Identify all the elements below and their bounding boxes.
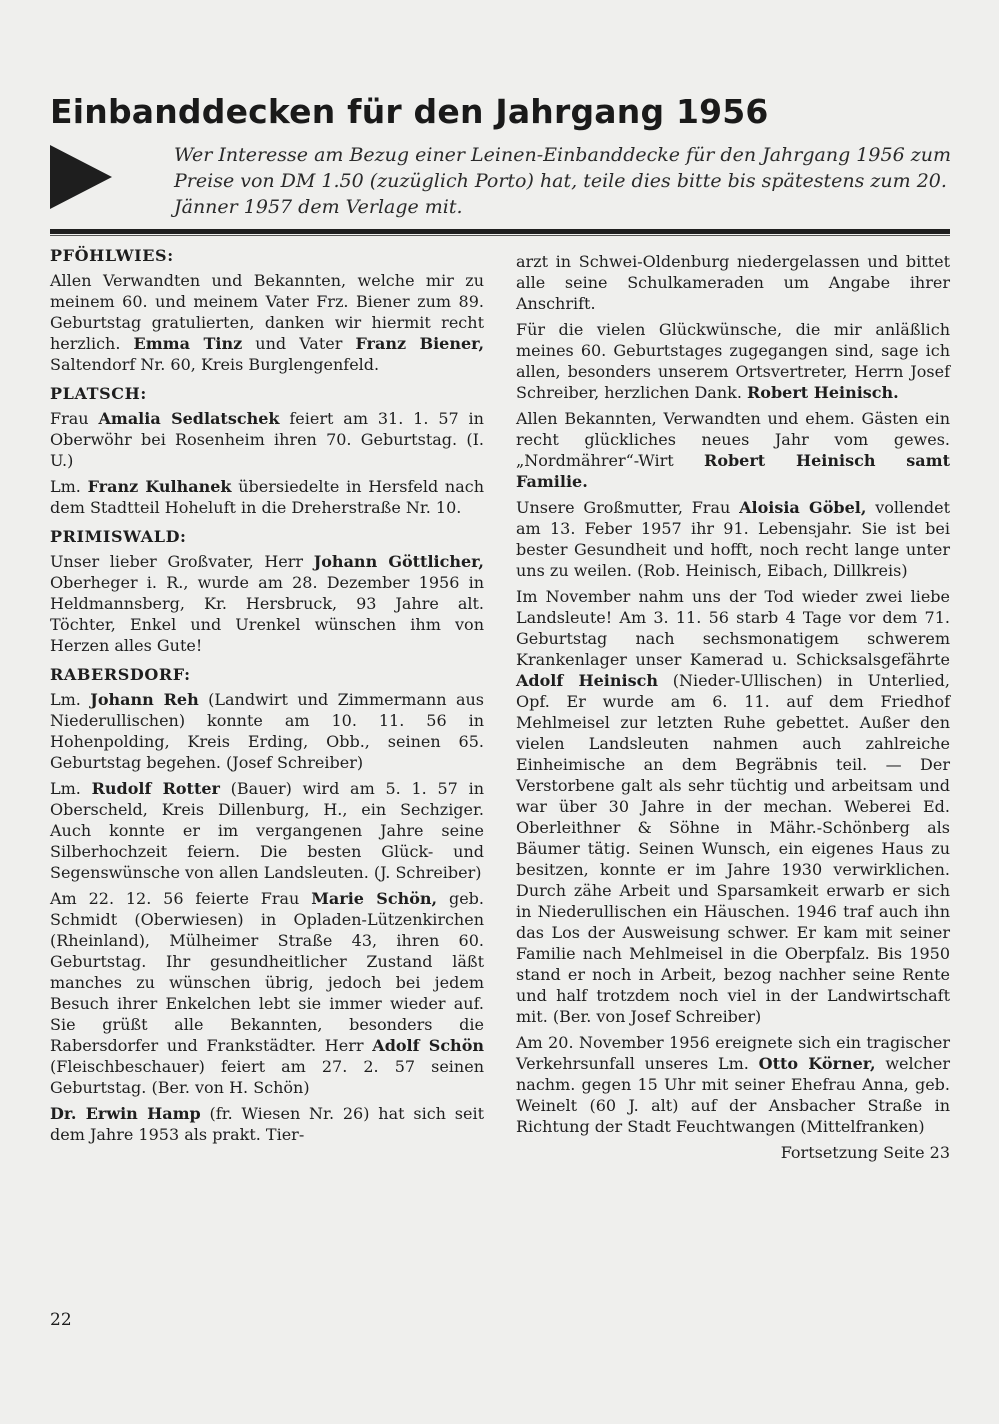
section-heading-primiswald: PRIMISWALD:	[50, 527, 187, 546]
article-paragraph: Frau Amalia Sedlatschek feiert am 31. 1. 57 in Oberwöhr bei Rosenheim ihren 70. Geburtstag. (I. U.)	[50, 409, 484, 470]
article-paragraph: Für die vielen Glückwünsche, die mir anläßlich meines 60. Geburtstages zugegangen sind, sage ich allen, besonders unserem Ortsvertreter, Herrn Josef Schreiber, herzlichen Dank. Robert Heinisch.	[516, 320, 950, 402]
article-paragraph: arzt in Schwei-Oldenburg niedergelassen und bittet alle seine Schulkameraden um Angabe ihrer Anschrift.	[516, 252, 950, 313]
right-column	[516, 251, 950, 1168]
section-heading-platsch: PLATSCH:	[50, 384, 147, 403]
article-paragraph: Lm. Franz Kulhanek übersiedelte in Hersfeld nach dem Stadtteil Hoheluft in die Dreherstraße Nr. 10.	[50, 477, 485, 517]
section-heading-pfoehlwies: PFÖHLWIES:	[50, 246, 174, 265]
divider-thin	[50, 235, 950, 236]
article-paragraph: Lm. Rudolf Rotter (Bauer) wird am 5. 1. 57 in Oberscheld, Kreis Dillenburg, H., ein Sechziger. Auch konnte er im vergangenen Jahre seine Silberhochzeit feiern. Die besten Glück- und Segenswünsche von allen Landsleuten. (J. Schreiber)	[50, 779, 485, 882]
article-paragraph: Unser lieber Großvater, Herr Johann Göttlicher, Oberheger i. R., wurde am 28. Dezember 1956 in Heldmannsberg, Kr. Hersbruck, 93 Jahre alt. Töchter, Enkel und Urenkel wünschen ihm von Herzen alles Gute!	[50, 552, 484, 655]
article-paragraph: Im November nahm uns der Tod wieder zwei liebe Landsleute! Am 3. 11. 56 starb 4 Tage vor dem 71. Geburtstag nach sechsmonatigem schwerem Krankenlager unser Kamerad u. Schicksalsgefährte Adolf Heinisch (Nieder-Ullischen) in Unterlied, Opf. Er wurde am 6. 11. auf dem Friedhof Mehlmeisel zur letzten Ruhe gebettet. Außer den vielen Landsleuten nahmen auch zahlreiche Einheimische an dem Begräbnis teil. — Der Verstorbene galt als sehr tüchtig und arbeitsam und war über 30 Jahre in der mechan. Weberei Ed. Oberleithner & Söhne in Mähr.-Schönberg als Bäumer tätig. Seinen Wunsch, ein eigenes Haus zu besitzen, konnte er im Jahre 1930 verwirklichen. Durch zähe Arbeit und Sparsamkeit erwarb er sich in Niederullischen ein Häuschen. 1946 traf auch ihn das Los der Ausweisung schwer. Er kam mit seiner Familie nach Mehlmeisel in die Oberpfalz. Bis 1950 stand er noch in Arbeit, bezog nachher seine Rente und half trotzdem noch viel in der Landwirtschaft mit. (Ber. von Josef Schreiber)	[516, 587, 950, 1026]
section-heading-rabersdorf: RABERSDORF:	[50, 665, 191, 684]
arrow-icon	[50, 145, 112, 209]
continued-note: Fortsetzung Seite 23	[780, 1143, 950, 1162]
article-paragraph: Lm. Johann Reh (Landwirt und Zimmermann aus Niederullischen) konnte am 10. 11. 56 in Hohenpolding, Kreis Erding, Obb., seinen 65. Geburtstag begehen. (Josef Schreiber)	[50, 690, 485, 772]
article-paragraph: Am 20. November 1956 ereignete sich ein tragischer Verkehrsunfall unseres Lm. Otto Körner, welcher nachm. gegen 15 Uhr mit seiner Ehefrau Anna, geb. Weinelt (60 J. alt) auf der Ansbacher Straße in Richtung der Stadt Feuchtwangen (Mittelfranken)	[516, 1033, 951, 1136]
article-paragraph: Unsere Großmutter, Frau Aloisia Göbel, vollendet am 13. Feber 1957 ihr 91. Lebensjahr. Sie ist bei bester Gesundheit und hofft, noch recht lange unter uns zu weilen. (Rob. Heinisch, Eibach, Dillkreis)	[516, 498, 951, 580]
page-title: Einbanddecken für den Jahrgang 1956	[50, 92, 769, 131]
article-paragraph: Allen Bekannten, Verwandten und ehem. Gästen ein recht glückliches neues Jahr vom gewes. „Nordmährer“-Wirt Robert Heinisch samt Familie.	[516, 409, 950, 491]
article-paragraph: Allen Verwandten und Bekannten, welche mir zu meinem 60. und meinem Vater Frz. Biener zum 89. Geburtstag gratulierten, danken wir hiermit recht herzlich. Emma Tinz und Vater Franz Biener, Saltendorf Nr. 60, Kreis Burglengenfeld.	[50, 271, 485, 374]
article-paragraph: Dr. Erwin Hamp (fr. Wiesen Nr. 26) hat sich seit dem Jahre 1953 als prakt. Tier-	[50, 1104, 484, 1144]
left-column	[50, 245, 484, 1150]
article-paragraph: Am 22. 12. 56 feierte Frau Marie Schön, geb. Schmidt (Oberwiesen) in Opladen-Lützenkirchen (Rheinland), Mülheimer Straße 43, ihren 60. Geburtstag. Ihr gesundheitlicher Zustand läßt manches zu wünschen übrig, jedoch bei jedem Besuch ihrer Enkelchen lebt sie immer wieder auf. Sie grüßt alle Bekannten, besonders die Rabersdorfer und Frankstädter. Herr Adolf Schön (Fleischbeschauer) feiert am 27. 2. 57 seinen Geburtstag. (Ber. von H. Schön)	[50, 889, 484, 1097]
divider	[50, 229, 950, 234]
binding-notice: Wer Interesse am Bezug einer Leinen-Einbanddecke für den Jahrgang 1956 zum Preise von DM 1.50 (zuzüglich Porto) hat, teile dies bitte bis spätestens zum 20. Jänner 1957 dem Verlage mit.	[174, 144, 951, 218]
page-number: 22	[50, 1310, 72, 1330]
